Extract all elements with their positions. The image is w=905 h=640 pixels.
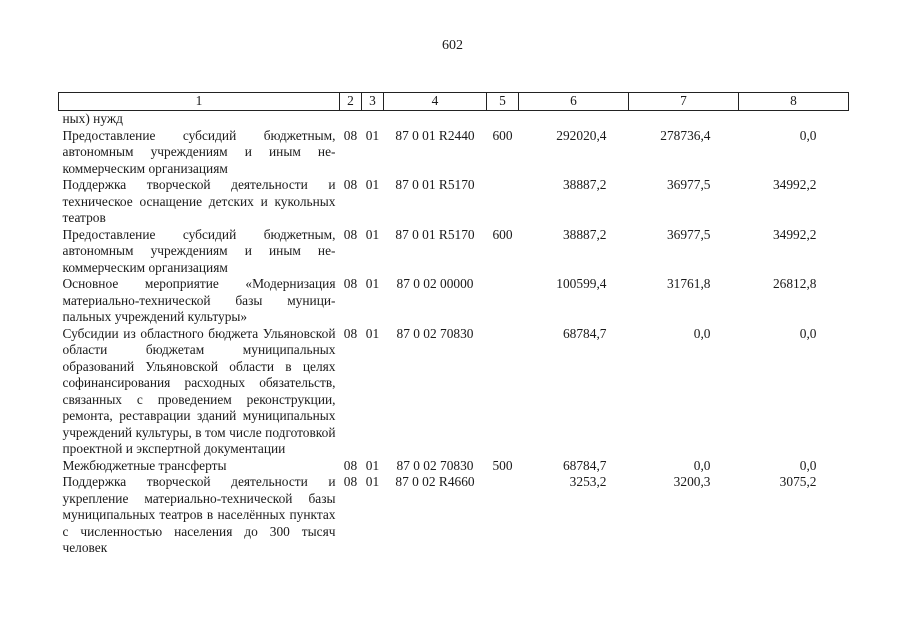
row-value-7: 3200,3 <box>673 474 711 489</box>
table-row <box>59 326 849 458</box>
row-name: ных) нужд <box>62 111 123 126</box>
row-value-8: 3075,2 <box>779 474 817 489</box>
row-section <box>340 111 362 128</box>
row-value-8 <box>739 111 849 128</box>
row-target-code: 87 0 01 R5170 <box>395 177 475 192</box>
header-row <box>59 93 849 111</box>
header-col-4: 4 <box>384 93 487 111</box>
row-name: Субсидии из областного бюджета Ульяновской области бюджетам муниципальных образований Ульяновской области в целях софинансирования расходных обязательств, связанных с проведением реконструкции, ремонта, реставрации зданий муниципальных учреждений культуры, в том числе подготовкой проектной и экспертной документации <box>62 325 336 456</box>
table-row <box>59 128 849 178</box>
header-col-5: 5 <box>487 93 519 111</box>
row-section: 08 <box>343 127 358 143</box>
row-value-8: 0,0 <box>799 457 817 473</box>
row-value-8: 26812,8 <box>772 276 817 291</box>
header-col-3: 3 <box>362 93 384 111</box>
row-section: 08 <box>343 474 358 489</box>
row-value-8: 34992,2 <box>772 177 817 192</box>
table-row <box>59 177 849 227</box>
row-expense-type: 500 <box>492 457 513 473</box>
row-value-6: 100599,4 <box>556 276 607 291</box>
header-col-1: 1 <box>59 93 340 111</box>
row-expense-type: 600 <box>492 127 513 143</box>
row-section: 08 <box>343 457 358 473</box>
row-name: Поддержка творческой деятельности и техническое оснащение детских и кукольных театров <box>62 177 336 225</box>
budget-table <box>58 92 849 557</box>
header-col-6: 6 <box>519 93 629 111</box>
table-row <box>59 111 849 128</box>
row-name: Предоставление субсидий бюджетным, автономным учреждениям и иным некоммерческим организациям <box>62 226 336 275</box>
row-subsection: 01 <box>365 177 380 192</box>
row-value-6 <box>519 111 629 128</box>
row-name: Поддержка творческой деятельности и укрепление материально-технической базы муниципальных театров в населённых пунктах с численностью населения до 300 тысяч человек <box>62 474 336 555</box>
row-expense-type <box>487 111 519 128</box>
row-expense-type <box>487 474 519 557</box>
table-row <box>59 227 849 277</box>
row-value-6: 68784,7 <box>562 325 607 341</box>
header-col-8: 8 <box>739 93 849 111</box>
row-value-7: 36977,5 <box>666 226 711 242</box>
row-section: 08 <box>343 226 358 242</box>
row-subsection: 01 <box>365 457 380 473</box>
row-value-6: 68784,7 <box>562 457 607 473</box>
row-target-code: 87 0 01 R2440 <box>395 127 475 143</box>
table-row <box>59 458 849 475</box>
row-subsection <box>362 111 384 128</box>
row-value-6: 38887,2 <box>562 226 607 242</box>
row-subsection: 01 <box>365 474 380 489</box>
row-value-7: 31761,8 <box>666 276 711 291</box>
header-col-2: 2 <box>340 93 362 111</box>
row-section: 08 <box>343 325 358 341</box>
row-expense-type <box>487 177 519 227</box>
table-row <box>59 474 849 557</box>
row-expense-type: 600 <box>492 226 513 242</box>
row-value-7: 36977,5 <box>666 177 711 192</box>
row-value-6: 38887,2 <box>562 177 607 192</box>
row-value-6: 292020,4 <box>556 127 607 143</box>
page-number: 602 <box>442 38 463 53</box>
row-value-7 <box>629 111 739 128</box>
row-subsection: 01 <box>365 276 380 291</box>
row-target-code: 87 0 02 70830 <box>396 325 474 341</box>
row-expense-type <box>487 276 519 326</box>
row-value-6: 3253,2 <box>569 474 607 489</box>
row-expense-type <box>487 326 519 458</box>
header-col-7: 7 <box>629 93 739 111</box>
row-subsection: 01 <box>365 127 380 143</box>
row-section: 08 <box>343 276 358 291</box>
row-name: Основное мероприятие «Модернизация материально-технической базы муниципальных учреждений культуры» <box>62 276 336 324</box>
row-value-8: 0,0 <box>799 325 817 341</box>
row-section: 08 <box>343 177 358 192</box>
row-target-code <box>384 111 487 128</box>
row-value-7: 0,0 <box>693 457 711 473</box>
row-value-8: 34992,2 <box>772 226 817 242</box>
row-subsection: 01 <box>365 226 380 242</box>
row-name: Предоставление субсидий бюджетным, автономным учреждениям и иным некоммерческим организациям <box>62 127 336 176</box>
row-value-7: 278736,4 <box>660 127 711 143</box>
row-target-code: 87 0 02 R4660 <box>395 474 475 489</box>
table-row <box>59 276 849 326</box>
row-value-7: 0,0 <box>693 325 711 341</box>
row-subsection: 01 <box>365 325 380 341</box>
row-value-8: 0,0 <box>799 127 817 143</box>
row-target-code: 87 0 02 00000 <box>396 276 474 291</box>
row-name: Межбюджетные трансферты <box>62 457 227 473</box>
row-target-code: 87 0 02 70830 <box>396 457 474 473</box>
row-target-code: 87 0 01 R5170 <box>395 226 475 242</box>
